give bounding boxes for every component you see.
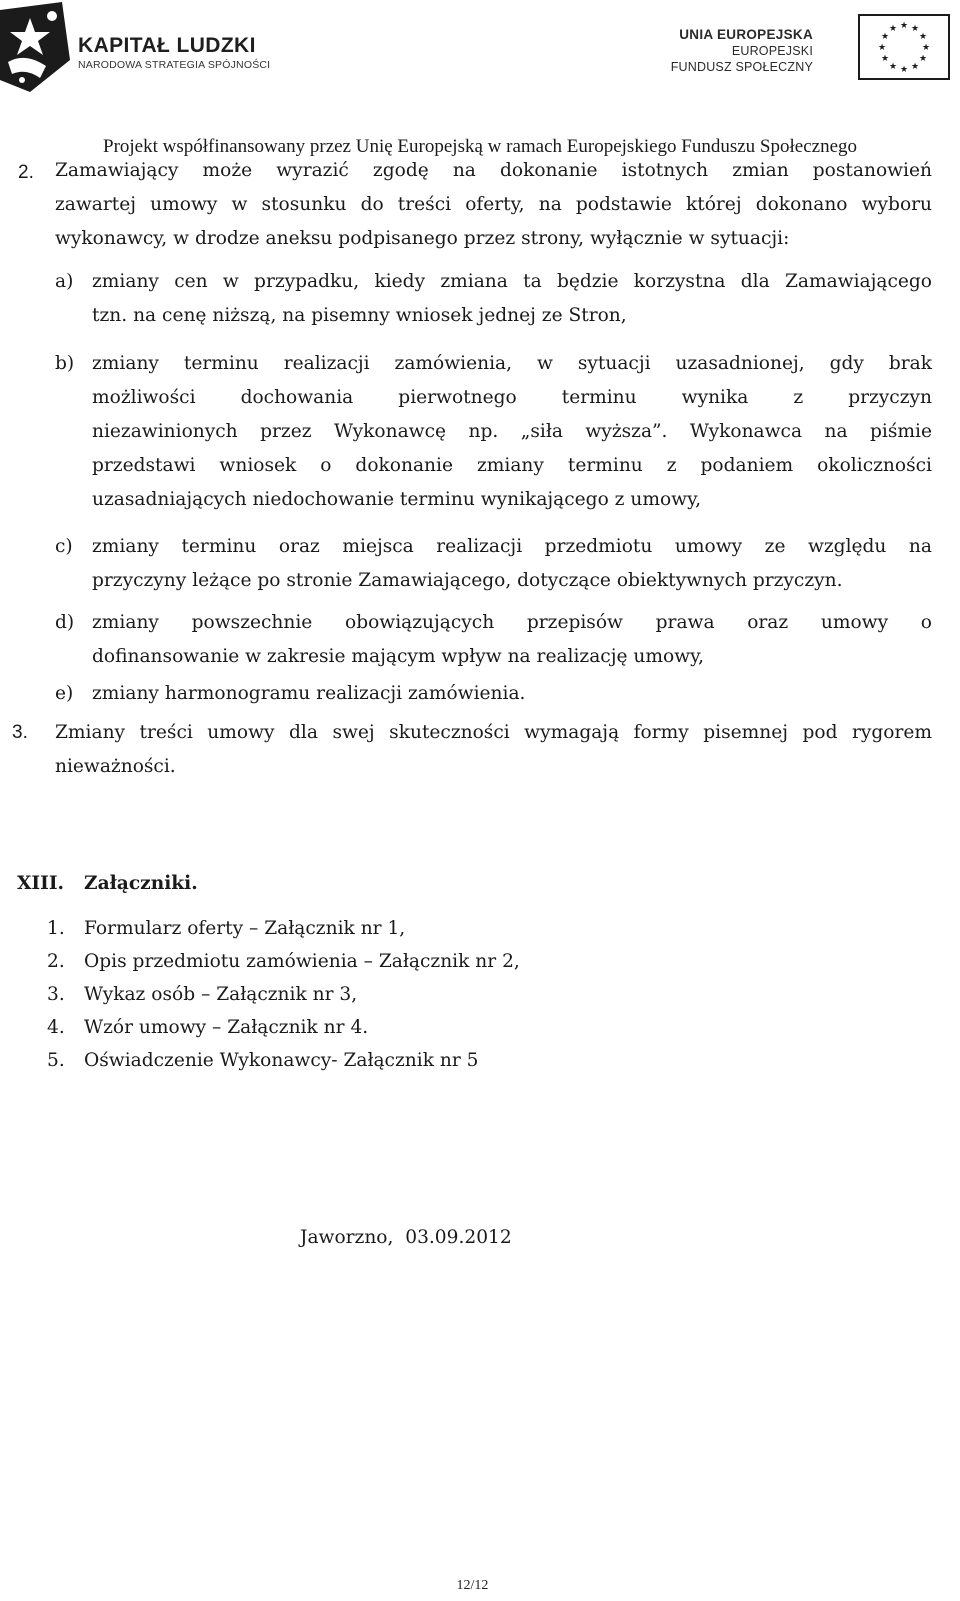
paragraph-line: Zmiany treści umowy dla swej skuteczności wymagają formy pisemnej pod rygorem <box>55 722 932 743</box>
svg-text:★: ★ <box>918 32 928 42</box>
attachment-item: Oświadczenie Wykonawcy- Załącznik nr 5 <box>84 1050 479 1071</box>
svg-text:★: ★ <box>899 65 909 75</box>
paragraph-line: zawartej umowy w stosunku do treści oferty, na podstawie której dokonano wyboru <box>55 194 932 215</box>
paragraph-line: nieważności. <box>55 756 176 777</box>
svg-text:★: ★ <box>877 43 887 53</box>
section-number: 3. <box>12 722 28 743</box>
svg-text:★: ★ <box>880 32 890 42</box>
svg-text:★: ★ <box>880 54 890 64</box>
eu-flag-icon <box>858 14 950 80</box>
attachment-number: 2. <box>47 951 65 972</box>
svg-text:★: ★ <box>910 62 920 72</box>
attachment-item: Formularz oferty – Załącznik nr 1, <box>84 918 406 939</box>
list-item-label: c) <box>55 536 73 557</box>
list-item-line: zmiany powszechnie obowiązujących przepisów prawa oraz umowy o <box>92 612 932 633</box>
svg-text:★: ★ <box>899 21 909 31</box>
list-item-label: d) <box>55 612 75 633</box>
list-item-label: b) <box>55 353 75 374</box>
svg-text:★: ★ <box>918 54 928 64</box>
svg-text:★: ★ <box>888 62 898 72</box>
kapital-ludzki-subtitle: NARODOWA STRATEGIA SPÓJNOŚCI <box>78 59 271 71</box>
project-cofinancing-line: Projekt współfinansowany przez Unię Europejską w ramach Europejskiego Funduszu Społecznego <box>103 136 857 157</box>
list-item-line: zmiany terminu realizacji zamówienia, w sytuacji uzasadnionej, gdy brak <box>92 353 932 374</box>
list-item-line: przedstawi wniosek o dokonanie zmiany terminu z podaniem okoliczności <box>92 455 932 476</box>
kapital-ludzki-title: KAPITAŁ LUDZKI <box>78 34 256 57</box>
list-item-line: dofinansowanie w zakresie mającym wpływ na realizację umowy, <box>92 646 705 667</box>
list-item-line: niezawinionych przez Wykonawcę np. „siła wyższa”. Wykonawca na piśmie <box>92 421 932 442</box>
list-item-line: przyczyny leżące po stronie Zamawiającego, dotyczące obiektywnych przyczyn. <box>92 570 843 591</box>
list-item-line: zmiany cen w przypadku, kiedy zmiana ta będzie korzystna dla Zamawiającego <box>92 271 932 292</box>
section-heading-numeral: XIII. <box>17 873 64 894</box>
attachment-number: 3. <box>47 984 65 1005</box>
list-item-line: tzn. na cenę niższą, na pisemny wniosek jednej ze Stron, <box>92 305 627 326</box>
list-item-line: możliwości dochowania pierwotnego terminu wynika z przyczyn <box>92 387 932 408</box>
list-item-label: a) <box>55 271 74 292</box>
page-number: 12/12 <box>456 1578 489 1593</box>
section-heading-title: Załączniki. <box>84 873 198 894</box>
svg-text:★: ★ <box>921 43 931 53</box>
svg-text:★: ★ <box>910 24 920 34</box>
list-item-line: zmiany harmonogramu realizacji zamówienia. <box>92 683 526 704</box>
attachment-number: 5. <box>47 1050 65 1071</box>
paragraph-line: wykonawcy, w drodze aneksu podpisanego przez strony, wyłącznie w sytuacji: <box>55 228 790 249</box>
paragraph-line: Zamawiający może wyrazić zgodę na dokonanie istotnych zmian postanowień <box>55 160 932 181</box>
attachment-item: Wzór umowy – Załącznik nr 4. <box>84 1017 369 1038</box>
eu-fund-line-1: EUROPEJSKI <box>731 44 813 58</box>
attachment-number: 1. <box>47 918 65 939</box>
kapital-ludzki-logo <box>0 0 270 95</box>
eu-fund-line-2: FUNDUSZ SPOŁECZNY <box>670 60 813 74</box>
list-item-label: e) <box>55 683 74 704</box>
attachment-item: Opis przedmiotu zamówienia – Załącznik nr 2, <box>84 951 520 972</box>
svg-text:★: ★ <box>888 24 898 34</box>
kapital-ludzki-emblem-icon <box>0 0 72 95</box>
list-item-line: uzasadniających niedochowanie terminu wynikającego z umowy, <box>92 489 702 510</box>
eu-logo-text <box>671 26 813 75</box>
attachment-number: 4. <box>47 1017 65 1038</box>
eu-title: UNIA EUROPEJSKA <box>679 27 813 42</box>
place-and-date: Jaworzno, 03.09.2012 <box>300 1227 512 1248</box>
attachment-item: Wykaz osób – Załącznik nr 3, <box>84 984 358 1005</box>
list-item-line: zmiany terminu oraz miejsca realizacji przedmiotu umowy ze względu na <box>92 536 932 557</box>
section-number: 2. <box>18 162 34 183</box>
